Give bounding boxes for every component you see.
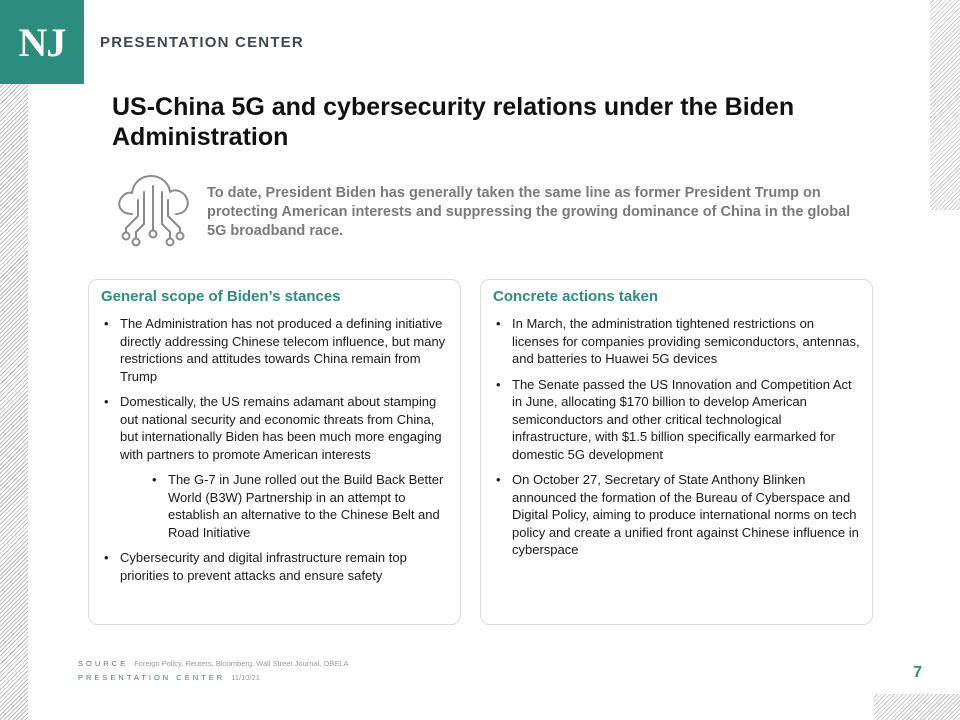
card-heading-concrete-actions: Concrete actions taken	[493, 288, 659, 305]
brand-name: PRESENTATION CENTER	[100, 34, 304, 51]
source-line	[78, 659, 348, 668]
source-label: SOURCE	[78, 659, 129, 668]
logo-text: NJ	[18, 19, 66, 65]
list-item: • The Senate passed the US Innovation and Competition Act in June, allocating $170 billion to develop American semiconductors and other critical technological infrastructure, with $1.5 billion specifically earmarked for domestic 5G development	[493, 376, 860, 464]
card-general-scope	[88, 279, 461, 625]
card-concrete-actions	[480, 279, 873, 625]
card-heading-general-scope: General scope of Biden’s stances	[101, 288, 341, 305]
concrete-actions-list	[493, 315, 860, 559]
intro-summary: To date, President Biden has generally taken the same line as former President Trump on protecting American interests and suppressing the growing dominance of China in the global 5G broadband race.	[207, 185, 851, 239]
footer-date: 11/10/21	[231, 673, 260, 682]
slide-title: US-China 5G and cybersecurity relations under the Biden Administration	[112, 93, 795, 151]
cloud-circuit-icon	[114, 170, 192, 254]
general-scope-list	[101, 315, 448, 584]
list-item: • In March, the administration tightened restrictions on licenses for companies providing semiconductors, antennas, and batteries to Huawei 5G devices	[493, 315, 860, 368]
source-text: Foreign Policy, Reuters, Bloomberg, Wall Street Journal, OBELA	[134, 659, 349, 668]
list-item: • On October 27, Secretary of State Anthony Blinken announced the formation of the Bureau of Cyberspace and Digital Policy, aiming to produce international norms on tech policy and create a unified front against Chinese influence in cyberspace	[493, 471, 860, 559]
page-number: 7	[913, 664, 922, 681]
nj-logo	[0, 0, 84, 84]
list-subitem: • The G-7 in June rolled out the Build Back Better World (B3W) Partnership in an attempt to establish an alternative to the Chinese Belt and Road Initiative	[149, 471, 448, 541]
list-item: • Domestically, the US remains adamant about stamping out national security and economic threats from China, but internationally Biden has been much more engaging with partners to promote American interests	[101, 393, 448, 463]
decorative-stripes-left	[0, 84, 28, 720]
footer-center-label: PRESENTATION CENTER	[78, 673, 226, 682]
decorative-stripes-bottom	[874, 694, 960, 720]
decorative-stripes-right	[930, 0, 960, 210]
footer-line	[78, 673, 260, 682]
list-item: • Cybersecurity and digital infrastructure remain top priorities to prevent attacks and ensure safety	[101, 549, 448, 584]
list-item: • The Administration has not produced a defining initiative directly addressing Chinese telecom influence, but many restrictions and attitudes towards China remain from Trump	[101, 315, 448, 385]
